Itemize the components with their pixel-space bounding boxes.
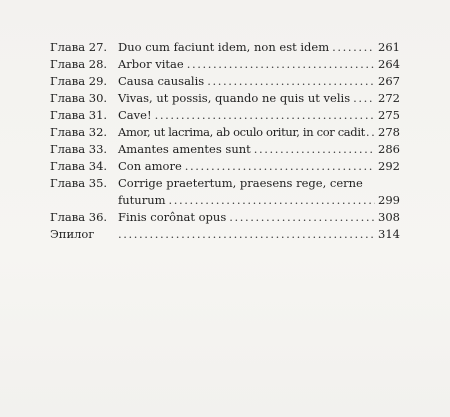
toc-entry: [50, 226, 400, 243]
toc-title: Amor, ut lacrima, ab oculo oritur, in cor cadit: [118, 125, 365, 139]
toc-chapter-label: Глава 34.: [50, 159, 108, 173]
toc-title: Causa causalis: [118, 74, 205, 88]
toc-entry: [50, 141, 400, 158]
toc-title: Vivas, ut possis, quando ne quis ut velis: [118, 91, 351, 105]
toc-dot-leader: [187, 56, 375, 73]
toc-dot-leader: [254, 141, 375, 158]
toc-page-number: 261: [378, 40, 400, 54]
toc-entry: [50, 175, 400, 192]
toc-page-number: 278: [378, 125, 400, 139]
toc-dot-leader: [185, 158, 375, 175]
toc-chapter-label: Глава 36.: [50, 210, 108, 224]
toc-page-number: 299: [378, 193, 400, 207]
toc-entry: [50, 90, 400, 107]
toc-page-number: 314: [378, 227, 400, 241]
toc-title: Con amore: [118, 159, 182, 173]
toc-chapter-label: Глава 27.: [50, 40, 108, 54]
toc-entry: [50, 39, 400, 56]
toc-title: Cave!: [118, 108, 152, 122]
toc-page-number: 264: [378, 57, 400, 71]
toc-title: Duo cum faciunt idem, non est idem: [118, 40, 330, 54]
toc-page-number: 267: [378, 74, 400, 88]
toc-title: Arbor vitae: [118, 57, 184, 71]
toc-page-number: 275: [378, 108, 400, 122]
toc-chapter-label: Глава 31.: [50, 108, 108, 122]
toc-page-number: 292: [378, 159, 400, 173]
toc-entry: [50, 158, 400, 175]
toc-title-continuation: futurum: [118, 193, 166, 207]
toc-entry: [50, 209, 400, 226]
toc-dot-leader: [155, 107, 375, 124]
toc-dot-leader: [332, 39, 375, 56]
toc-dot-leader: [118, 226, 375, 243]
toc-page-number: 272: [378, 91, 400, 105]
toc-dot-leader: [229, 209, 375, 226]
toc-page-number: 286: [378, 142, 400, 156]
toc-entry: [50, 73, 400, 90]
toc-dot-leader: [366, 124, 377, 141]
toc-chapter-label: Глава 28.: [50, 57, 108, 71]
toc-entry-continuation: [50, 192, 400, 209]
toc-chapter-label: Эпилог: [50, 227, 95, 241]
toc-entry: [50, 56, 400, 73]
toc-entry: [50, 107, 400, 124]
toc-chapter-label: Глава 33.: [50, 142, 108, 156]
toc-chapter-label: Глава 29.: [50, 74, 108, 88]
toc-dot-leader: [207, 73, 375, 90]
toc-dot-leader: [169, 192, 376, 209]
toc-dot-leader: [353, 90, 375, 107]
toc-chapter-label: Глава 35.: [50, 176, 108, 190]
toc-chapter-label: Глава 30.: [50, 91, 108, 105]
toc-chapter-label: Глава 32.: [50, 125, 108, 139]
toc-title: Amantes amentes sunt: [118, 142, 251, 156]
toc-entry: [50, 124, 400, 141]
toc-page-number: 308: [378, 210, 400, 224]
toc-title: Corrige praetertum, praesens rege, cerne: [118, 176, 363, 190]
toc-title: Finis corônat opus: [118, 210, 227, 224]
